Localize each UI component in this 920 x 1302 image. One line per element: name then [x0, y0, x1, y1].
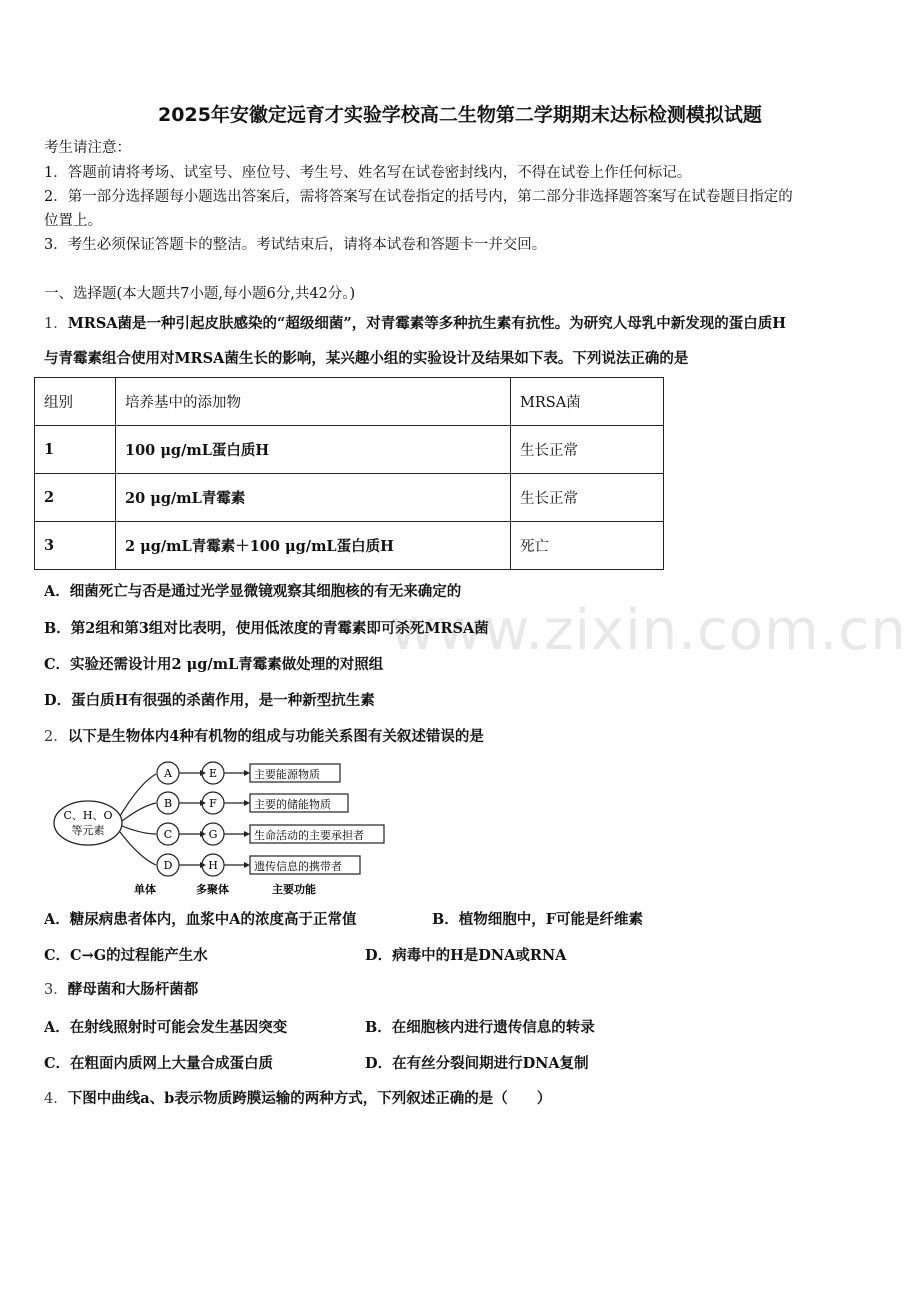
row-a — [157, 762, 340, 784]
q2-stem — [44, 727, 484, 747]
polymer-g: G — [208, 828, 218, 841]
q3-number: 3． — [44, 982, 68, 998]
q2-option-b[interactable]: B．植物细胞中，F可能是纤维素 — [432, 911, 644, 928]
q3-stem — [44, 980, 198, 1000]
q4-stem — [44, 1089, 551, 1109]
table-cell: 死亡 — [511, 522, 664, 570]
table-header-cell: MRSA菌 — [511, 378, 664, 426]
q1-option-a[interactable]: A．细菌死亡与否是通过光学显微镜观察其细胞核的有无来确定的 — [44, 583, 462, 600]
organic-compound-diagram — [50, 758, 400, 898]
table-cell: 生长正常 — [511, 474, 664, 522]
q2-option-d[interactable]: D．病毒中的H是DNA或RNA — [365, 947, 567, 964]
q3-option-b[interactable]: B．在细胞核内进行遗传信息的转录 — [365, 1019, 595, 1036]
root-label: C、H、O — [63, 809, 113, 822]
q3-option-d[interactable]: D．在有丝分裂间期进行DNA复制 — [365, 1055, 589, 1072]
q4-text: 下图中曲线a、b表示物质跨膜运输的两种方式，下列叙述正确的是（ ） — [67, 1090, 552, 1107]
table-cell: 生长正常 — [511, 426, 664, 474]
table-header-cell: 培养基中的添加物 — [116, 378, 511, 426]
monomer-c: C — [163, 828, 173, 841]
notice-heading: 考生请注意： — [44, 140, 131, 156]
function-label: 主要的储能物质 — [254, 798, 331, 811]
branch-line-c — [122, 826, 156, 834]
section-heading: 一、选择题(本大题共7小题,每小题6分,共42分。) — [44, 286, 356, 302]
polymer-h: H — [208, 859, 218, 872]
table-row — [35, 474, 664, 522]
function-label: 生命活动的主要承担者 — [254, 829, 364, 842]
notice-item-3: 3．考生必须保证答题卡的整洁。考试结束后，请将本试卷和答题卡一并交回。 — [44, 237, 547, 253]
table-row — [35, 522, 664, 570]
q3-text: 酵母菌和大肠杆菌都 — [67, 981, 199, 998]
notice-item-2: 2．第一部分选择题每小题选出答案后，需将答案写在试卷指定的括号内，第二部分非选择题答案写在试卷题目指定的 — [44, 189, 793, 205]
row-d — [157, 854, 360, 876]
root-label-2: 等元素 — [71, 824, 105, 837]
notice-item-1: 1．答题前请将考场、试室号、座位号、考生号、姓名写在试卷密封线内，不得在试卷上作任何标记。 — [44, 165, 692, 181]
root-elements-ellipse — [54, 801, 122, 845]
q1-stem-line2: 与青霉素组合使用对MRSA菌生长的影响，某兴趣小组的实验设计及结果如下表。下列说法正确的是 — [44, 350, 689, 367]
q3-option-a[interactable]: A．在射线照射时可能会发生基因突变 — [44, 1019, 288, 1036]
monomer-b: B — [163, 797, 173, 810]
function-label: 遗传信息的携带者 — [254, 860, 342, 873]
table-cell: 1 — [35, 426, 116, 474]
polymer-f: F — [209, 797, 217, 810]
table-cell: 100 μg/mL蛋白质H — [116, 426, 511, 474]
q2-option-a[interactable]: A．糖尿病患者体内，血浆中A的浓度高于正常值 — [44, 911, 357, 928]
q1-option-d[interactable]: D．蛋白质H有很强的杀菌作用，是一种新型抗生素 — [44, 692, 375, 709]
table-cell: 20 μg/mL青霉素 — [116, 474, 511, 522]
q1-stem-line1 — [44, 314, 786, 334]
function-label: 主要能源物质 — [254, 768, 320, 781]
q1-number: 1． — [44, 316, 68, 332]
row-b — [157, 792, 348, 814]
page-title: 2025年安徽定远育才实验学校高二生物第二学期期末达标检测模拟试题 — [158, 104, 762, 126]
q1-text-line1: MRSA菌是一种引起皮肤感染的“超级细菌”，对青霉素等多种抗生素有抗性。为研究人母乳中新发现的蛋白质H — [67, 315, 786, 332]
footer-label: 单体 — [134, 883, 156, 896]
table-cell: 2 μg/mL青霉素＋100 μg/mL蛋白质H — [116, 522, 511, 570]
q4-number: 4． — [44, 1091, 68, 1107]
monomer-d: D — [163, 859, 173, 872]
monomer-a: A — [164, 767, 172, 780]
q1-option-c[interactable]: C．实验还需设计用2 μg/mL青霉素做处理的对照组 — [44, 656, 384, 673]
q2-number: 2． — [44, 729, 68, 745]
footer-label: 多聚体 — [196, 883, 229, 896]
q3-option-c[interactable]: C．在粗面内质网上大量合成蛋白质 — [44, 1055, 274, 1072]
notice-item-2-cont: 位置上。 — [44, 213, 102, 229]
table-cell: 2 — [35, 474, 116, 522]
table-header-cell: 组别 — [35, 378, 116, 426]
q1-option-b[interactable]: B．第2组和第3组对比表明，使用低浓度的青霉素即可杀死MRSA菌 — [44, 620, 489, 637]
footer-label: 主要功能 — [272, 883, 316, 896]
table-cell: 3 — [35, 522, 116, 570]
branch-line-d — [120, 832, 156, 865]
table-header-row — [35, 378, 664, 426]
q2-text: 以下是生物体内4种有机物的组成与功能关系图有关叙述错误的是 — [67, 728, 484, 745]
watermark: www.zixin.com.cn — [390, 598, 907, 663]
table-row — [35, 426, 664, 474]
q2-option-c[interactable]: C．C→G的过程能产生水 — [44, 947, 208, 964]
q1-table — [34, 377, 664, 570]
polymer-e: E — [208, 767, 218, 780]
row-c — [157, 823, 384, 845]
